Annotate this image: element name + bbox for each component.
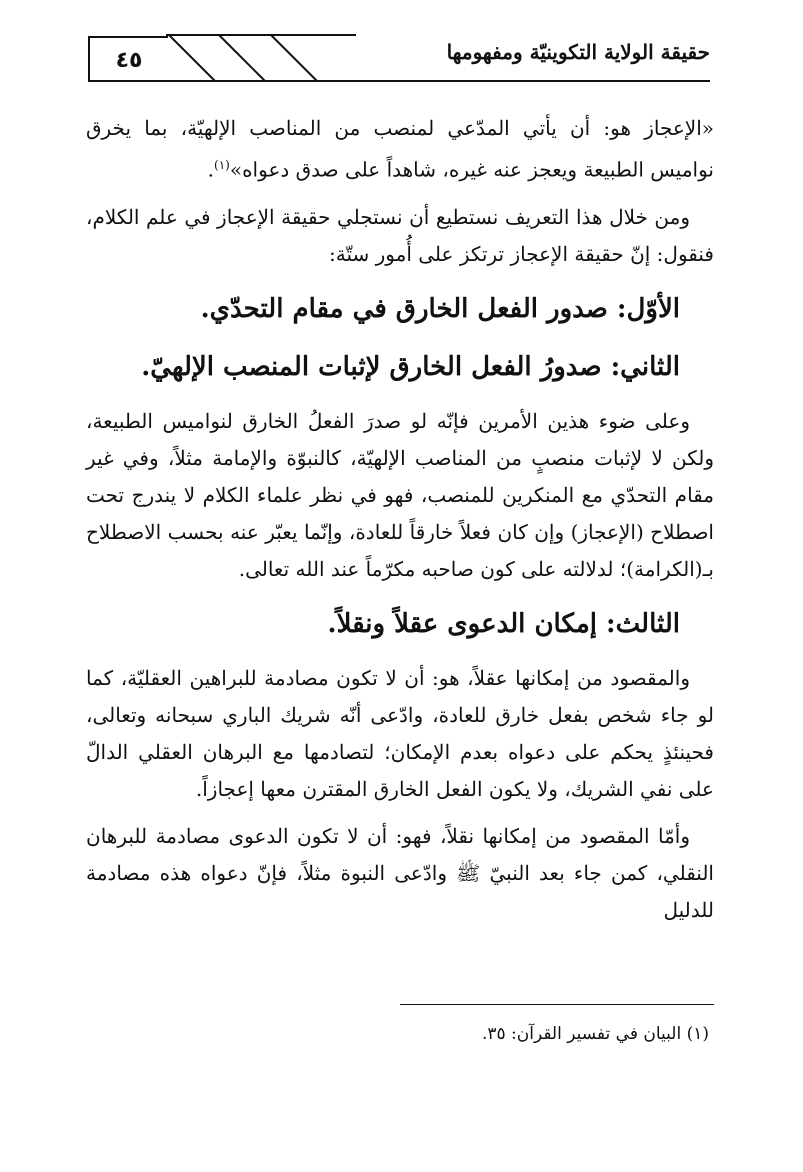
- footnote: (١) البيان في تفسير القرآن: ٣٥.: [481, 1024, 709, 1044]
- page-body: [86, 110, 714, 939]
- header-ornament: [166, 34, 356, 82]
- heading-second: الثاني: صدورُ الفعل الخارق لإثبات المنصب الإلهيّ.: [141, 351, 680, 382]
- page-header: [88, 34, 710, 96]
- heading-first: الأوّل: صدور الفعل الخارق في مقام التحدّي.: [200, 293, 680, 324]
- paragraph-textual: وأمّا المقصود من إمكانها نقلاً، فهو: أن لا تكون الدعوى مصادمة للبرهان النقلي، كمن جاء بعد النبيّ ﷺ وادّعى النبوة مثلاً، فإنّ دعواه هذه مصادمة للدليل: [86, 823, 714, 922]
- paragraph-karama: وعلى ضوء هذين الأمرين فإنّه لو صدرَ الفعلُ الخارق لنواميس الطبيعة، ولكن لا لإثبات منصبٍ من المناصب الإلهيّة، كالنبوّة والإمامة مثلاً، وفي غير مقام التحدّي مع المنكرين للمنصب، فهو في نظر علماء الكلام لا يندرج تحت اصطلاح (الإعجاز) وإن كان فعلاً خارقاً للعادة، وإنّما يعبّر عنه بحسب الاصطلاح بـ(الكرامة)؛ لدلالته على كون صاحبه مكرّماً عند الله تعالى.: [86, 408, 714, 581]
- paragraph-rational: والمقصود من إمكانها عقلاً، هو: أن لا تكون مصادمة للبراهين العقليّة، كما لو جاء شخص بفعل خارق للعادة، وادّعى أنّه شريك الباري سبحانه وتعالى، فحينئذٍ يحكم على دعواه بعدم الإمكان؛ لتصادمها مع البرهان العقلي الدالّ على نفي الشريك، ولا يكون الفعل الخارق المقترن معها إعجازاً.: [86, 665, 714, 801]
- footnote-rule: [400, 1004, 714, 1005]
- paragraph-intro: ومن خلال هذا التعريف نستطيع أن نستجلي حقيقة الإعجاز في علم الكلام، فنقول: إنّ حقيقة الإعجاز ترتكز على أُمور ستّة:: [86, 204, 714, 266]
- heading-third: الثالث: إمكان الدعوى عقلاً ونقلاً.: [327, 608, 680, 639]
- paragraph-definition: [86, 110, 714, 189]
- definition-text: «الإعجاز هو: أن يأتي المدّعي لمنصب من المناصب الإلهيّة، بما يخرق نواميس الطبيعة ويعجز عنه غيره، شاهداً على صدق دعواه»: [86, 116, 714, 182]
- definition-end: .: [207, 157, 215, 182]
- header-rule: [88, 80, 710, 82]
- running-title: حقيقة الولاية التكوينيّة ومفهومها: [446, 40, 710, 64]
- footnote-ref[interactable]: (١): [214, 158, 230, 172]
- page-number: ٤٥: [88, 36, 168, 82]
